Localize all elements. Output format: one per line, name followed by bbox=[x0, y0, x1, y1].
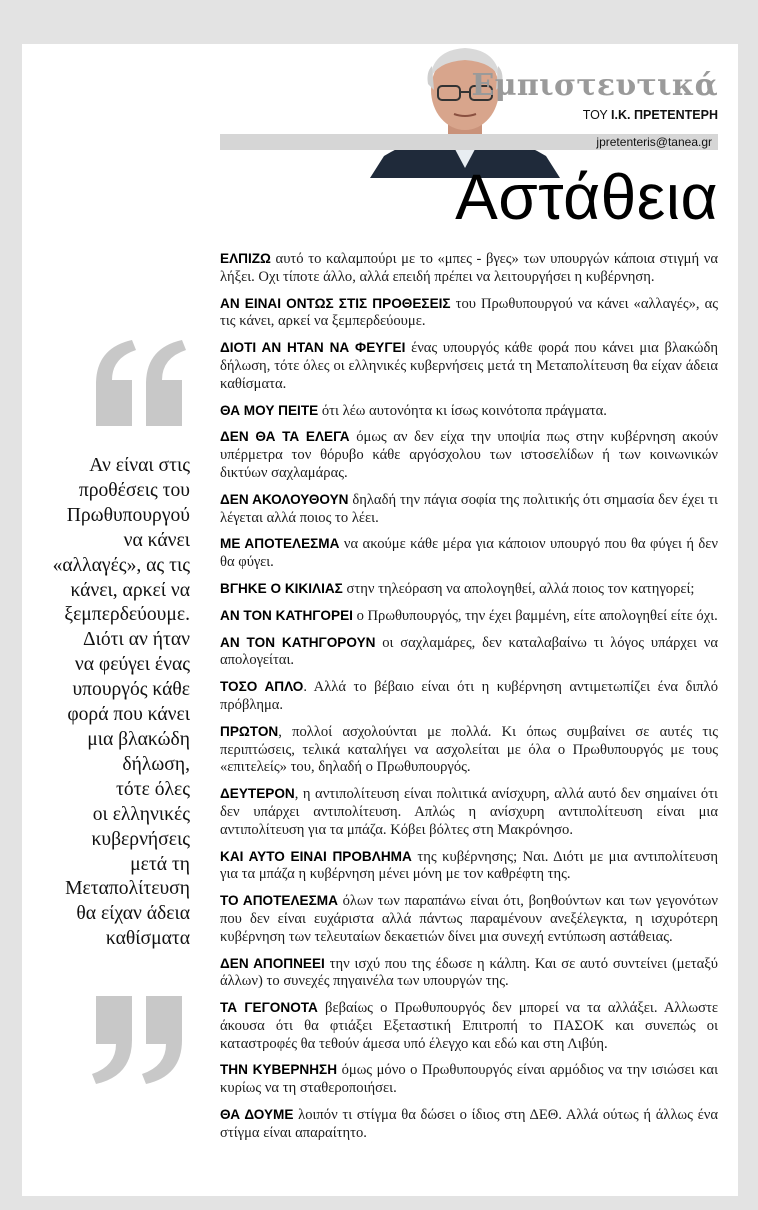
close-quote-icon bbox=[92, 996, 188, 1084]
pull-quote-line: Πρωθυπουργού bbox=[66, 504, 190, 526]
paragraph-lead: ΤΟΣΟ ΑΠΛΟ bbox=[220, 679, 304, 695]
pull-quote-line: καθίσματα bbox=[105, 928, 190, 950]
paragraph-text: λοιπόν τι στίγμα θα δώσει ο ίδιος στη ΔΕΘ. Αλλά ούτως ή άλλως ένα στίγμα είναι απαραίτητο. bbox=[220, 1107, 718, 1141]
byline-prefix: ΤΟΥ bbox=[582, 108, 608, 122]
article-paragraph bbox=[220, 339, 718, 393]
article-body bbox=[220, 250, 718, 1151]
paragraph-lead: ΔΕΝ ΑΠΟΠΝΕΕΙ bbox=[220, 955, 325, 971]
byline-author: Ι.Κ. ΠΡΕΤΕΝΤΕΡΗ bbox=[611, 108, 718, 122]
author-email[interactable]: jpretenteris@tanea.gr bbox=[596, 135, 712, 149]
pull-quote-line: «αλλαγές», ας τις bbox=[52, 554, 190, 576]
paragraph-text: , πολλοί ασχολούνται με πολλά. Κι όπως συμβαίνει σε αυτές τις περιπτώσεις, τελικά καταλήγει να ασχολείται με όλα ο Πρωθυπουργός με τους «επιτελείς» του, δηλαδή ο Πρωθυπουργός. bbox=[220, 723, 718, 776]
article-paragraph bbox=[220, 892, 718, 946]
article-paragraph bbox=[220, 785, 718, 839]
pull-quote-line: να κάνει bbox=[123, 529, 190, 551]
pull-quote-line: κυβερνήσεις bbox=[91, 828, 190, 850]
paragraph-lead: ΔΕΝ ΘΑ ΤΑ ΕΛΕΓΑ bbox=[220, 429, 350, 445]
paragraph-text: οι σαχλαμάρες, δεν καταλαβαίνω τι λόγος υπάρχει να απολογείται. bbox=[220, 634, 718, 669]
pull-quote-line: Διότι αν ήταν bbox=[83, 629, 190, 651]
paragraph-lead: ΠΡΩΤΟΝ bbox=[220, 723, 279, 739]
paragraph-text: δηλαδή την πάγια σοφία της πολιτικής ότι σημασία δεν έχει τι λέγεται αλλά ποιος το λέει. bbox=[220, 491, 718, 526]
paragraph-text: στην τηλεόραση να απολογηθεί, αλλά ποιος τον κατηγορεί; bbox=[342, 580, 695, 597]
paragraph-lead: ΤΑ ΓΕΓΟΝΟΤΑ bbox=[220, 1000, 318, 1016]
paragraph-text: του Πρωθυπουργού να κάνει «αλλαγές», ας τις κάνει, αρκεί να ξεμπερδεύουμε. bbox=[220, 295, 718, 330]
paragraph-text: να ακούμε κάθε μέρα για κάποιον υπουργό που θα φύγει ή δεν θα φύγει. bbox=[220, 536, 718, 571]
paragraph-lead: ΕΛΠΙΖΩ bbox=[220, 251, 271, 266]
pull-quote-line: ξεμπερδεύουμε. bbox=[64, 604, 190, 626]
paragraph-lead: ΤΗΝ ΚΥΒΕΡΝΗΣΗ bbox=[220, 1062, 338, 1078]
article-paragraph bbox=[220, 491, 718, 528]
headline: Αστάθεια bbox=[455, 161, 718, 233]
pull-quote-line: θα είχαν άδεια bbox=[76, 903, 190, 925]
pull-quote-line: οι ελληνικές bbox=[92, 803, 190, 825]
paragraph-lead: ΚΑΙ ΑΥΤΟ ΕΙΝΑΙ ΠΡΟΒΛΗΜΑ bbox=[220, 848, 412, 864]
paragraph-text: , η αντιπολίτευση είναι πολιτικά ανίσχυρη, αλλά αυτό δεν σημαίνει ότι δεν υπάρχει αντιπολίτευση. Απλώς η ανίσχυρη αντιπολίτευση είναι μια αντιπολίτευση για τα μπάζα. Κόβει βόλτες στη Μακρόνησο. bbox=[220, 786, 718, 838]
paragraph-text: όμως αν δεν είχα την υποψία πως στην κυβέρνηση ακούν υπέρμετρα τον θόρυβο κάθε αργόσχολου των ιστοσελίδων ή των κοινωνικών δικτύων σαχλαμάρας. bbox=[220, 429, 718, 481]
paragraph-text: βεβαίως ο Πρωθυπουργός δεν μπορεί να τα αλλάξει. Αλλωστε άκουσα ότι θα φτιάξει Εξεταστική Επιτροπή το ΠΑΣΟΚ και συνεπώς οι καταστροφές θα τεθούν άμεσα υπό έλεγχο και εδώ και στη Λιβύη. bbox=[220, 1000, 718, 1052]
paragraph-lead: ΔΕΝ ΑΚΟΛΟΥΘΟΥΝ bbox=[220, 491, 349, 507]
pull-quote-line: να φεύγει ένας bbox=[74, 654, 190, 676]
pull-quote-line: υπουργός κάθε bbox=[72, 679, 190, 701]
article-paragraph bbox=[220, 678, 718, 715]
paragraph-text: ο Πρωθυπουργός, την έχει βαμμένη, είτε απολογηθεί είτε όχι. bbox=[352, 607, 718, 624]
pull-quote-line: μετά τη bbox=[130, 853, 190, 875]
paragraph-text: όλων των παραπάνω είναι ότι, βοηθούντων και των γεγονότων που δεν είναι ευχάριστα αλλά πάντως παραμένουν ανεξέλεγκτα, η ισχυρότερη κυβέρνηση των τελευταίων δεκαετιών δίνει μια συνεχή εντύπωση αστάθειας. bbox=[220, 893, 718, 945]
paragraph-text: την ισχύ που της έδωσε η κάλπη. Και σε αυτό συντείνει (μεταξύ άλλων) το συνεχές πηγαινέλα των υπουργών της. bbox=[220, 955, 718, 990]
paragraph-lead: ΑΝ ΕΙΝΑΙ ΟΝΤΩΣ ΣΤΙΣ ΠΡΟΘΕΣΕΙΣ bbox=[220, 295, 451, 311]
paragraph-lead: ΜΕ ΑΠΟΤΕΛΕΣΜΑ bbox=[220, 536, 340, 552]
article-paragraph bbox=[220, 250, 718, 287]
newspaper-page bbox=[22, 44, 738, 1196]
pull-quote-line: μια βλακώδη bbox=[87, 728, 190, 750]
article-paragraph bbox=[220, 1061, 718, 1098]
paragraph-lead: ΤΟ ΑΠΟΤΕΛΕΣΜΑ bbox=[220, 893, 338, 909]
paragraph-text: όμως μόνο ο Πρωθυπουργός είναι αρμόδιος να την ισιώσει και κυρίως να τη σταθεροποιήσει. bbox=[220, 1062, 718, 1097]
article-paragraph bbox=[220, 999, 718, 1053]
paragraph-lead: ΘΑ ΜΟΥ ΠΕΙΤΕ bbox=[220, 402, 319, 418]
paragraph-text: της κυβέρνησης; Ναι. Διότι με μια αντιπολίτευση για τα μπάζα η κυβέρνηση μένει μόνη με τον καθρέφτη της. bbox=[220, 848, 718, 883]
paragraph-lead: ΑΝ ΤΟΝ ΚΑΤΗΓΟΡΟΥΝ bbox=[220, 634, 376, 650]
article-paragraph bbox=[220, 295, 718, 332]
paragraph-text: ότι λέω αυτονόητα κι ίσως κοινότοπα πράγματα. bbox=[318, 402, 607, 419]
article-paragraph bbox=[220, 955, 718, 992]
paragraph-lead: ΒΓΗΚΕ Ο ΚΙΚΙΛΙΑΣ bbox=[220, 580, 343, 596]
open-quote-icon bbox=[92, 340, 188, 428]
pull-quote-line: φορά που κάνει bbox=[67, 704, 190, 726]
author-portrait bbox=[370, 44, 560, 178]
pull-quote-line: Μεταπολίτευση bbox=[65, 878, 190, 900]
pull-quote-line: δήλωση, bbox=[122, 753, 190, 775]
pull-quote-line: προθέσεις του bbox=[78, 479, 190, 501]
paragraph-text: . Αλλά το βέβαιο είναι ότι η κυβέρνηση αντιμετωπίζει ένα διπλό πρόβλημα. bbox=[220, 679, 718, 713]
email-bar bbox=[220, 134, 718, 150]
paragraph-lead: ΔΕΥΤΕΡΟΝ bbox=[220, 786, 295, 802]
paragraph-lead: ΘΑ ΔΟΥΜΕ bbox=[220, 1107, 294, 1123]
pull-quote-line: Αν είναι στις bbox=[89, 455, 190, 476]
pull-quote-line: κάνει, αρκεί να bbox=[70, 579, 190, 601]
pull-quote-line: τότε όλες bbox=[116, 778, 190, 800]
article-paragraph bbox=[220, 634, 718, 671]
paragraph-lead: ΔΙΟΤΙ ΑΝ ΗΤΑΝ ΝΑ ΦΕΥΓΕΙ bbox=[220, 340, 406, 356]
article-paragraph bbox=[220, 723, 718, 777]
article-paragraph bbox=[220, 428, 718, 482]
article-paragraph bbox=[220, 607, 718, 626]
article-paragraph bbox=[220, 580, 718, 599]
paragraph-text: ένας υπουργός κάθε φορά που κάνει μια βλακώδη δήλωση, τότε όλες οι ελληνικές κυβερνήσεις μετά τη Μεταπολίτευση θα είχαν άδεια καθίσματα. bbox=[220, 340, 719, 392]
article-paragraph bbox=[220, 535, 718, 572]
pull-quote bbox=[42, 454, 190, 952]
article-paragraph bbox=[220, 1106, 718, 1143]
paragraph-lead: ΑΝ ΤΟΝ ΚΑΤΗΓΟΡΕΙ bbox=[220, 607, 353, 623]
paragraph-text: αυτό το καλαμπούρι με το «μπες - βγες» των υπουργών κάποια στιγμή να λήξει. Οχι τίποτε άλλο, αλλά επειδή πρέπει να λειτουργήσει η κυβέρνηση. bbox=[220, 251, 718, 285]
article-paragraph bbox=[220, 848, 718, 885]
article-paragraph bbox=[220, 402, 718, 421]
column-name: Εμπιστευτικά bbox=[471, 68, 718, 103]
byline bbox=[583, 108, 718, 122]
